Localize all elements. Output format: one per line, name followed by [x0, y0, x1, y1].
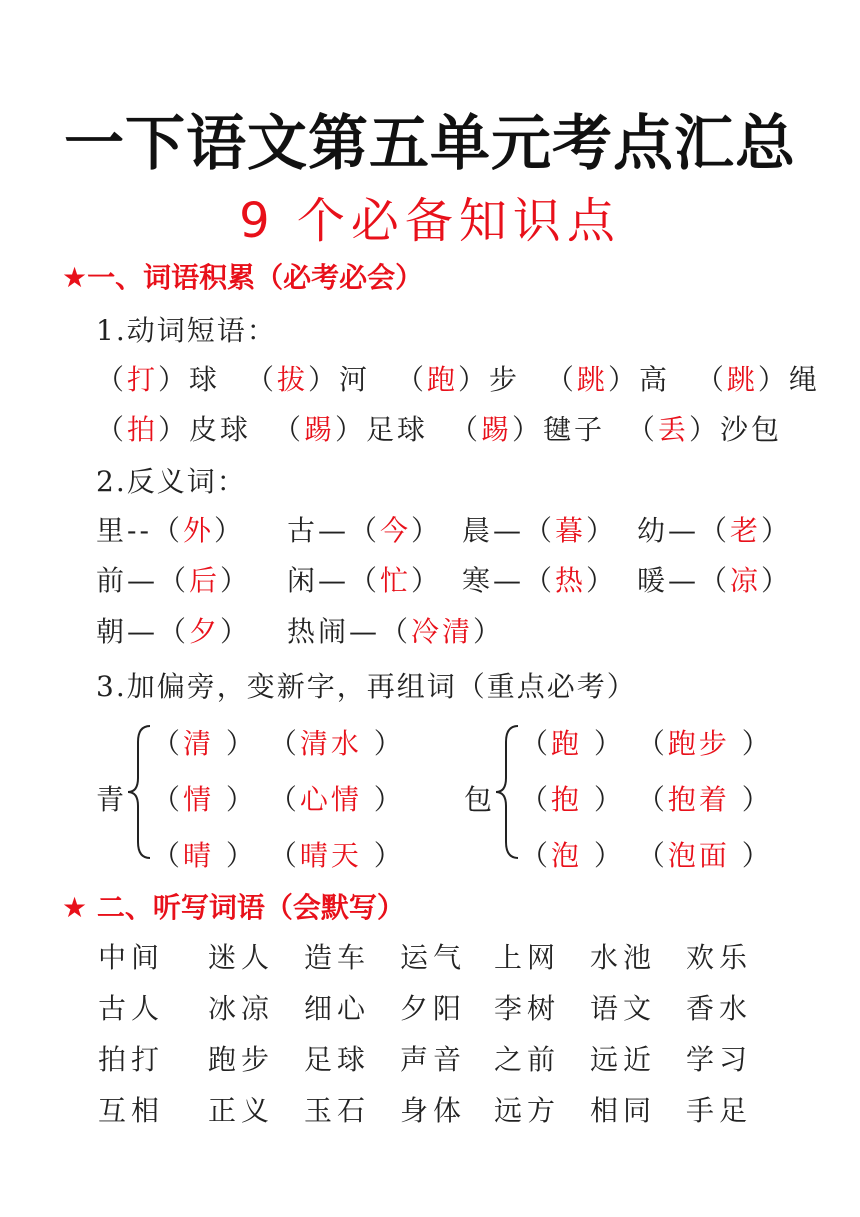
- antonym-pair: 幼—（老）: [637, 514, 793, 547]
- dictation-word: 跑步: [208, 1043, 275, 1076]
- dictation-word: 中间: [98, 941, 165, 974]
- radical-row: （跑 ） （跑步 ）: [520, 727, 773, 760]
- sub1-label: 1.动词短语：: [96, 314, 277, 347]
- antonym-pair: 朝—（夕）: [96, 615, 252, 648]
- verb-phrase: （拍）皮球: [96, 413, 252, 446]
- dictation-word: 足球: [304, 1043, 371, 1076]
- page-subtitle: 9 个必备知识点: [239, 193, 621, 249]
- radical-row: （抱 ） （抱着 ）: [520, 783, 773, 816]
- verb-phrase: （跳）绳: [695, 363, 820, 396]
- dictation-word: 互相: [98, 1094, 165, 1127]
- verb-phrase: （打）球: [96, 363, 221, 396]
- radical-row: （晴 ） （晴天 ）: [152, 839, 405, 872]
- antonym-pair: 古—（今）: [287, 514, 443, 547]
- dictation-word: 细心: [304, 992, 371, 1025]
- dictation-word: 远近: [590, 1043, 657, 1076]
- section2-heading: ★ 二、听写词语（会默写）: [62, 891, 405, 924]
- dictation-word: 手足: [686, 1094, 753, 1127]
- dictation-word: 水池: [590, 941, 657, 974]
- verb-phrase: （拔）河: [245, 363, 371, 396]
- antonym-pair: 里--（外）: [96, 514, 245, 547]
- dictation-word: 夕阳: [400, 992, 467, 1025]
- antonym-pair: 晨—（暮）: [462, 514, 618, 547]
- antonym-pair: 寒—（热）: [462, 564, 618, 597]
- dictation-word: 上网: [494, 941, 561, 974]
- dictation-word: 李树: [494, 992, 561, 1025]
- verb-row-1: [96, 358, 820, 398]
- dictation-word: 古人: [98, 992, 165, 1025]
- verb-phrase: （跳）高: [545, 363, 670, 396]
- brace-icon: [492, 722, 522, 862]
- dictation-word: 远方: [494, 1094, 561, 1127]
- dictation-word: 玉石: [304, 1094, 371, 1127]
- antonym-pair: 闲—（忙）: [287, 564, 443, 597]
- dictation-word: 身体: [400, 1094, 467, 1127]
- dictation-word: 之前: [494, 1043, 561, 1076]
- dictation-word: 香水: [686, 992, 753, 1025]
- dictation-word: 欢乐: [686, 941, 753, 974]
- verb-phrase: （踢）足球: [272, 413, 429, 446]
- radical-root: 青: [96, 783, 128, 816]
- page-title: 一下语文第五单元考点汇总: [64, 109, 796, 179]
- star-icon: ★: [62, 261, 88, 294]
- verb-phrase: （踢）毽子: [449, 413, 605, 446]
- verb-phrase: （丢）沙包: [626, 413, 782, 446]
- brace-icon: [124, 722, 154, 862]
- radical-row: （情 ） （心情 ）: [152, 783, 405, 816]
- radical-row: （清 ） （清水 ）: [152, 727, 405, 760]
- dictation-word: 正义: [208, 1094, 275, 1127]
- antonym-pair: 热闹—（冷清）: [287, 615, 505, 648]
- antonym-pair: 前—（后）: [96, 564, 252, 597]
- radical-root: 包: [464, 783, 496, 816]
- star-icon: ★: [62, 891, 88, 924]
- section1-heading: ★一、词语积累（必考必会）: [62, 261, 424, 294]
- verb-phrase: （跑）步: [395, 363, 520, 396]
- dictation-word: 相同: [590, 1094, 657, 1127]
- sub3-label: 3.加偏旁，变新字，再组词（重点必考）: [96, 670, 637, 703]
- radical-row: （泡 ） （泡面 ）: [520, 839, 773, 872]
- dictation-word: 造车: [304, 941, 371, 974]
- dictation-word: 语文: [590, 992, 657, 1025]
- verb-row-2: [96, 408, 782, 448]
- sub2-label: 2.反义词：: [96, 465, 247, 498]
- dictation-word: 运气: [400, 941, 467, 974]
- dictation-word: 学习: [686, 1043, 753, 1076]
- dictation-word: 迷人: [208, 941, 275, 974]
- dictation-word: 声音: [400, 1043, 467, 1076]
- dictation-word: 拍打: [98, 1043, 165, 1076]
- antonym-pair: 暖—（凉）: [637, 564, 793, 597]
- dictation-word: 冰凉: [208, 992, 275, 1025]
